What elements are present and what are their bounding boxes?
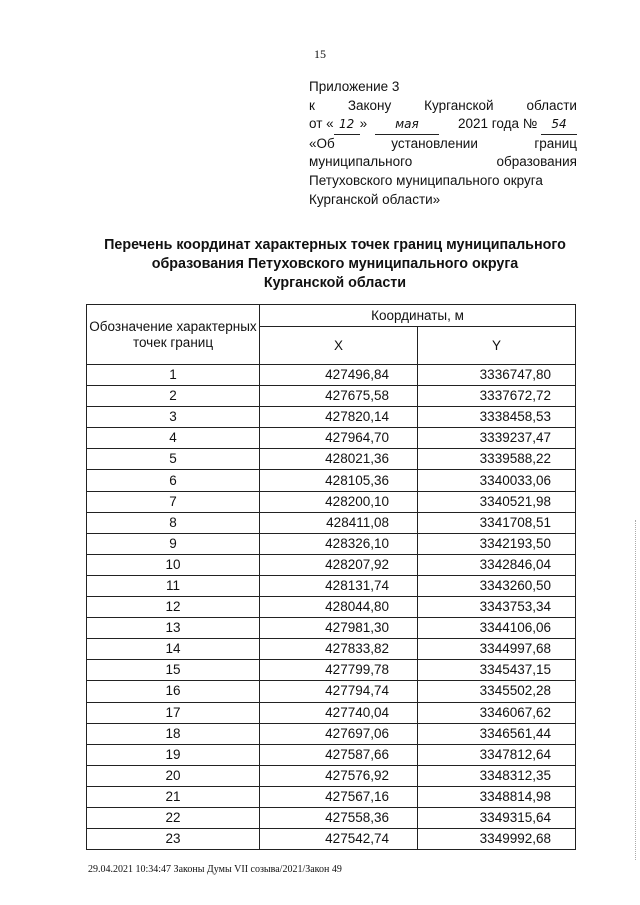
table-row	[87, 491, 576, 512]
x-cell: 427820,14	[260, 407, 418, 428]
y-cell: 3344997,68	[418, 639, 576, 660]
point-cell: 1	[87, 365, 260, 386]
table-row	[87, 829, 576, 850]
y-cell: 3348312,35	[418, 765, 576, 786]
x-cell: 428131,74	[260, 575, 418, 596]
appendix-law-line: к Закону Курганской области	[309, 97, 577, 113]
x-cell: 427542,74	[260, 829, 418, 850]
table-row	[87, 597, 576, 618]
table-row	[87, 365, 576, 386]
x-cell: 428200,10	[260, 491, 418, 512]
x-cell: 427587,66	[260, 744, 418, 765]
table-row	[87, 449, 576, 470]
point-cell: 21	[87, 786, 260, 807]
y-cell: 3343753,34	[418, 597, 576, 618]
x-cell: 427576,92	[260, 765, 418, 786]
page-number: 15	[314, 47, 326, 61]
point-cell: 17	[87, 702, 260, 723]
y-cell: 3344106,06	[418, 618, 576, 639]
point-cell: 18	[87, 723, 260, 744]
x-cell: 427740,04	[260, 702, 418, 723]
appendix-subject-line: «Об установлении границ	[309, 135, 577, 151]
point-cell: 19	[87, 744, 260, 765]
handwritten-month: мая	[375, 115, 439, 135]
x-cell: 428044,80	[260, 597, 418, 618]
x-cell: 428411,08	[260, 512, 418, 533]
y-cell: 3340521,98	[418, 491, 576, 512]
y-cell: 3338458,53	[418, 407, 576, 428]
point-cell: 7	[87, 491, 260, 512]
x-cell: 427496,84	[260, 365, 418, 386]
appendix-subject-line4: Курганской области»	[309, 191, 441, 207]
point-cell: 3	[87, 407, 260, 428]
header-coordinates: Координаты, м	[260, 305, 576, 327]
point-cell: 10	[87, 554, 260, 575]
y-cell: 3349315,64	[418, 807, 576, 828]
point-cell: 14	[87, 639, 260, 660]
table-row	[87, 575, 576, 596]
point-cell: 9	[87, 533, 260, 554]
point-cell: 4	[87, 428, 260, 449]
point-cell: 5	[87, 449, 260, 470]
x-cell: 427799,78	[260, 660, 418, 681]
table-row	[87, 702, 576, 723]
x-cell: 427675,58	[260, 386, 418, 407]
point-cell: 13	[87, 618, 260, 639]
table-row	[87, 554, 576, 575]
table-row	[87, 765, 576, 786]
y-cell: 3336747,80	[418, 365, 576, 386]
y-cell: 3345502,28	[418, 681, 576, 702]
y-cell: 3348814,98	[418, 786, 576, 807]
table-row	[87, 660, 576, 681]
table-row	[87, 723, 576, 744]
x-cell: 427833,82	[260, 639, 418, 660]
appendix-title: Приложение 3	[309, 79, 400, 94]
x-cell: 427558,36	[260, 807, 418, 828]
appendix-subject-line3: Петуховского муниципального округа	[309, 172, 543, 188]
x-cell: 428105,36	[260, 470, 418, 491]
table-row	[87, 428, 576, 449]
y-cell: 3337672,72	[418, 386, 576, 407]
appendix-subject-line2: муниципального образования	[309, 154, 577, 170]
point-cell: 16	[87, 681, 260, 702]
handwritten-number: 54	[541, 115, 577, 135]
document-title: Перечень координат характерных точек границ муниципального образования Петуховского муниципального округа Курганской области	[104, 237, 566, 291]
footer-stamp: 29.04.2021 10:34:47 Законы Думы VII созыва/2021/Закон 49	[88, 864, 342, 875]
table-row	[87, 744, 576, 765]
point-cell: 12	[87, 597, 260, 618]
table-row	[87, 681, 576, 702]
x-cell: 427981,30	[260, 618, 418, 639]
appendix-date-line: от « 12 » мая 2021 года № 54	[309, 115, 577, 135]
table-row	[87, 807, 576, 828]
y-cell: 3339237,47	[418, 428, 576, 449]
point-cell: 11	[87, 575, 260, 596]
header-y: Y	[418, 327, 576, 365]
y-cell: 3343260,50	[418, 575, 576, 596]
handwritten-day: 12	[334, 115, 360, 135]
point-cell: 15	[87, 660, 260, 681]
point-cell: 22	[87, 807, 260, 828]
point-cell: 23	[87, 829, 260, 850]
margin-marks	[632, 520, 636, 860]
x-cell: 427697,06	[260, 723, 418, 744]
table-row	[87, 533, 576, 554]
table-row	[87, 618, 576, 639]
point-cell: 8	[87, 512, 260, 533]
point-cell: 2	[87, 386, 260, 407]
table-row	[87, 512, 576, 533]
y-cell: 3346561,44	[418, 723, 576, 744]
x-cell: 428021,36	[260, 449, 418, 470]
x-cell: 427567,16	[260, 786, 418, 807]
header-point: Обозначение характерных точек границ	[87, 305, 260, 365]
x-cell: 427794,74	[260, 681, 418, 702]
y-cell: 3342193,50	[418, 533, 576, 554]
table-row	[87, 407, 576, 428]
appendix-block	[309, 78, 577, 209]
y-cell: 3342846,04	[418, 554, 576, 575]
y-cell: 3346067,62	[418, 702, 576, 723]
y-cell: 3339588,22	[418, 449, 576, 470]
header-x: X	[260, 327, 418, 365]
point-cell: 20	[87, 765, 260, 786]
x-cell: 428207,92	[260, 554, 418, 575]
coordinates-table	[86, 304, 576, 850]
y-cell: 3340033,06	[418, 470, 576, 491]
y-cell: 3347812,64	[418, 744, 576, 765]
table-row	[87, 786, 576, 807]
x-cell: 427964,70	[260, 428, 418, 449]
y-cell: 3341708,51	[418, 512, 576, 533]
table-row	[87, 639, 576, 660]
table-row	[87, 470, 576, 491]
y-cell: 3349992,68	[418, 829, 576, 850]
y-cell: 3345437,15	[418, 660, 576, 681]
table-row	[87, 386, 576, 407]
x-cell: 428326,10	[260, 533, 418, 554]
point-cell: 6	[87, 470, 260, 491]
